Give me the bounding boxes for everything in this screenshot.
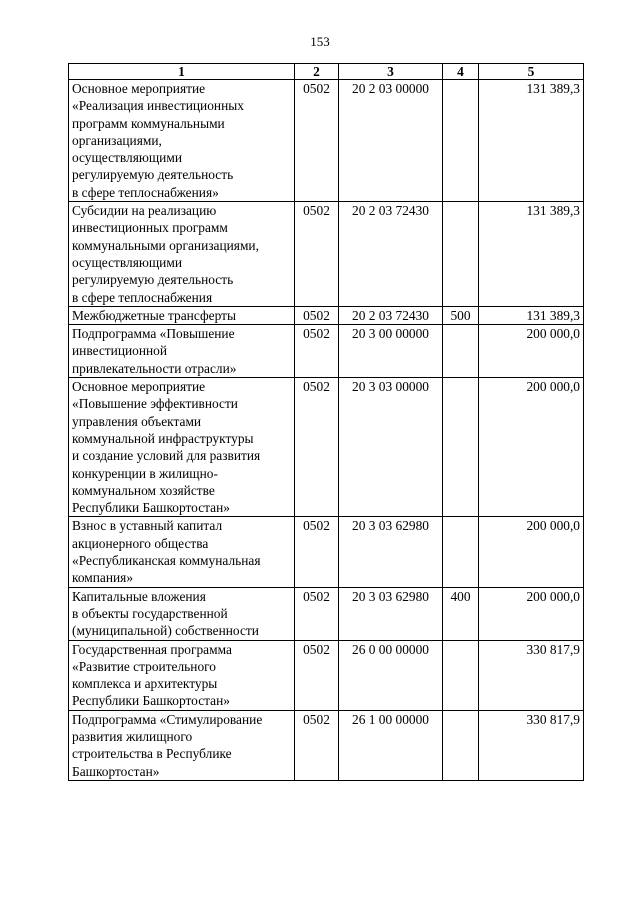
row-target-code: 20 3 00 00000 (339, 325, 443, 378)
row-section-code: 0502 (295, 306, 339, 324)
row-section-code: 0502 (295, 710, 339, 780)
row-target-code: 20 3 03 62980 (339, 517, 443, 587)
row-section-code: 0502 (295, 378, 339, 517)
row-name: Подпрограмма «Стимулирование развития жилищного строительства в Республике Башкортостан» (69, 710, 295, 780)
table-row (69, 80, 584, 202)
table-body (69, 80, 584, 781)
row-target-code: 20 2 03 00000 (339, 80, 443, 202)
row-amount: 131 389,3 (479, 202, 584, 307)
table-row (69, 378, 584, 517)
row-expense-type (443, 80, 479, 202)
row-section-code: 0502 (295, 640, 339, 710)
budget-table (68, 63, 584, 781)
row-section-code: 0502 (295, 80, 339, 202)
page-number: 153 (310, 34, 330, 49)
row-target-code: 26 0 00 00000 (339, 640, 443, 710)
header-col-3: 3 (339, 64, 443, 80)
row-target-code: 20 3 03 62980 (339, 587, 443, 640)
row-section-code: 0502 (295, 517, 339, 587)
row-target-code: 26 1 00 00000 (339, 710, 443, 780)
row-amount: 330 817,9 (479, 640, 584, 710)
table-row (69, 587, 584, 640)
row-target-code: 20 2 03 72430 (339, 202, 443, 307)
row-target-code: 20 2 03 72430 (339, 306, 443, 324)
table-row (69, 202, 584, 307)
row-section-code: 0502 (295, 325, 339, 378)
row-name: Субсидии на реализацию инвестиционных программ коммунальными организациями, осуществляющими регулируемую деятельность в сфере теплоснабжения (69, 202, 295, 307)
row-name: Межбюджетные трансферты (69, 306, 295, 324)
row-name: Взнос в уставный капитал акционерного общества «Республиканская коммунальная компания» (69, 517, 295, 587)
header-col-5: 5 (479, 64, 584, 80)
row-section-code: 0502 (295, 587, 339, 640)
row-amount: 200 000,0 (479, 378, 584, 517)
table-row (69, 710, 584, 780)
row-expense-type (443, 710, 479, 780)
row-expense-type (443, 378, 479, 517)
row-amount: 131 389,3 (479, 80, 584, 202)
table-header-row (69, 64, 584, 80)
row-amount: 200 000,0 (479, 325, 584, 378)
table-row (69, 306, 584, 324)
row-name: Основное мероприятие «Реализация инвестиционных программ коммунальными организациями, осуществляющими регулируемую деятельность в сфере теплоснабжения» (69, 80, 295, 202)
table-row (69, 640, 584, 710)
row-expense-type: 500 (443, 306, 479, 324)
table-row (69, 325, 584, 378)
header-col-2: 2 (295, 64, 339, 80)
header-col-1: 1 (69, 64, 295, 80)
row-expense-type (443, 517, 479, 587)
row-expense-type (443, 202, 479, 307)
table-row (69, 517, 584, 587)
row-name: Основное мероприятие «Повышение эффективности управления объектами коммунальной инфраструктуры и создание условий для развития конкуренции в жилищно- коммунальном хозяйстве Республики Башкортостан» (69, 378, 295, 517)
row-amount: 200 000,0 (479, 587, 584, 640)
row-expense-type: 400 (443, 587, 479, 640)
row-expense-type (443, 640, 479, 710)
row-expense-type (443, 325, 479, 378)
row-name: Капитальные вложения в объекты государственной (муниципальной) собственности (69, 587, 295, 640)
row-name: Подпрограмма «Повышение инвестиционной привлекательности отрасли» (69, 325, 295, 378)
row-amount: 131 389,3 (479, 306, 584, 324)
row-name: Государственная программа «Развитие строительного комплекса и архитектуры Республики Башкортостан» (69, 640, 295, 710)
row-amount: 330 817,9 (479, 710, 584, 780)
row-target-code: 20 3 03 00000 (339, 378, 443, 517)
row-section-code: 0502 (295, 202, 339, 307)
header-col-4: 4 (443, 64, 479, 80)
row-amount: 200 000,0 (479, 517, 584, 587)
